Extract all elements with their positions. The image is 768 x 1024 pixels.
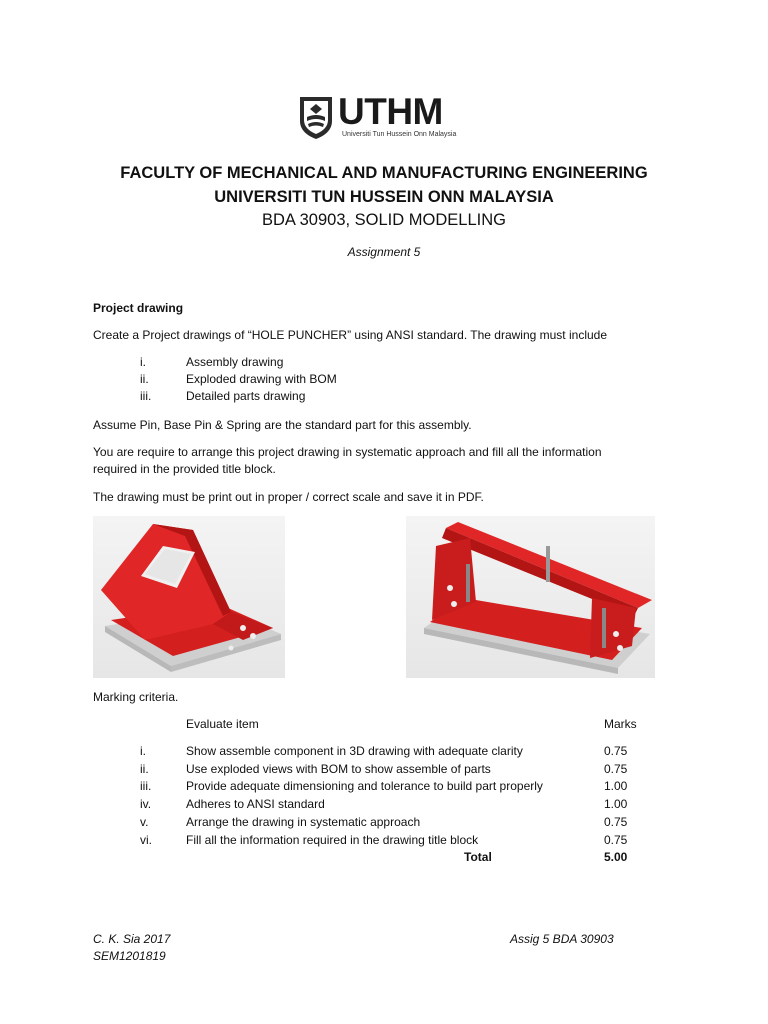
logo-subtitle: Universiti Tun Hussein Onn Malaysia (342, 131, 457, 138)
marking-row: iv. Adheres to ANSI standard 1.00 (140, 797, 628, 811)
hole-puncher-photo-left (93, 516, 285, 678)
marking-row: vi. Fill all the information required in the drawing title block 0.75 (140, 833, 628, 847)
footer-course-ref: Assig 5 BDA 30903 (510, 932, 614, 946)
course-title: BDA 30903, SOLID MODELLING (262, 211, 506, 229)
marking-row: v. Arrange the drawing in systematic approach 0.75 (140, 815, 628, 829)
marking-row: ii. Use exploded views with BOM to show assemble of parts 0.75 (140, 762, 628, 776)
marking-total-row: Total 5.00 (464, 850, 628, 864)
hole-puncher-mechanism-icon (406, 516, 655, 678)
university-title: UNIVERSITI TUN HUSSEIN ONN MALAYSIA (214, 188, 554, 206)
marking-title: Marking criteria. (93, 690, 179, 704)
arrange-text-line2: required in the provided title block. (93, 462, 276, 476)
assume-text: Assume Pin, Base Pin & Spring are the standard part for this assembly. (93, 418, 472, 432)
assignment-label: Assignment 5 (347, 245, 421, 259)
marking-row: iii. Provide adequate dimensioning and tolerance to build part properly 1.00 (140, 779, 628, 793)
col-header-marks: Marks (604, 717, 637, 731)
requirement-item: ii. Exploded drawing with BOM (140, 372, 337, 386)
marking-row: i. Show assemble component in 3D drawing with adequate clarity 0.75 (140, 744, 628, 758)
logo-wordmark: UTHM (338, 91, 443, 132)
hole-puncher-photo-right (406, 516, 655, 678)
hole-puncher-icon (93, 516, 285, 678)
requirement-item: i. Assembly drawing (140, 355, 284, 369)
footer-author: C. K. Sia 2017 (93, 932, 171, 946)
uthm-crest-icon (298, 95, 334, 141)
requirement-item: iii. Detailed parts drawing (140, 389, 306, 403)
col-header-item: Evaluate item (186, 717, 259, 731)
intro-text: Create a Project drawings of “HOLE PUNCHER” using ANSI standard. The drawing must include (93, 328, 608, 342)
university-logo (298, 91, 470, 143)
print-text: The drawing must be print out in proper / correct scale and save it in PDF. (93, 490, 484, 504)
arrange-text-line1: You are require to arrange this project drawing in systematic approach and fill all the information (93, 445, 602, 459)
section-title: Project drawing (93, 301, 184, 315)
footer-code: SEM1201819 (93, 949, 166, 963)
faculty-title: FACULTY OF MECHANICAL AND MANUFACTURING ENGINEERING (120, 164, 648, 182)
